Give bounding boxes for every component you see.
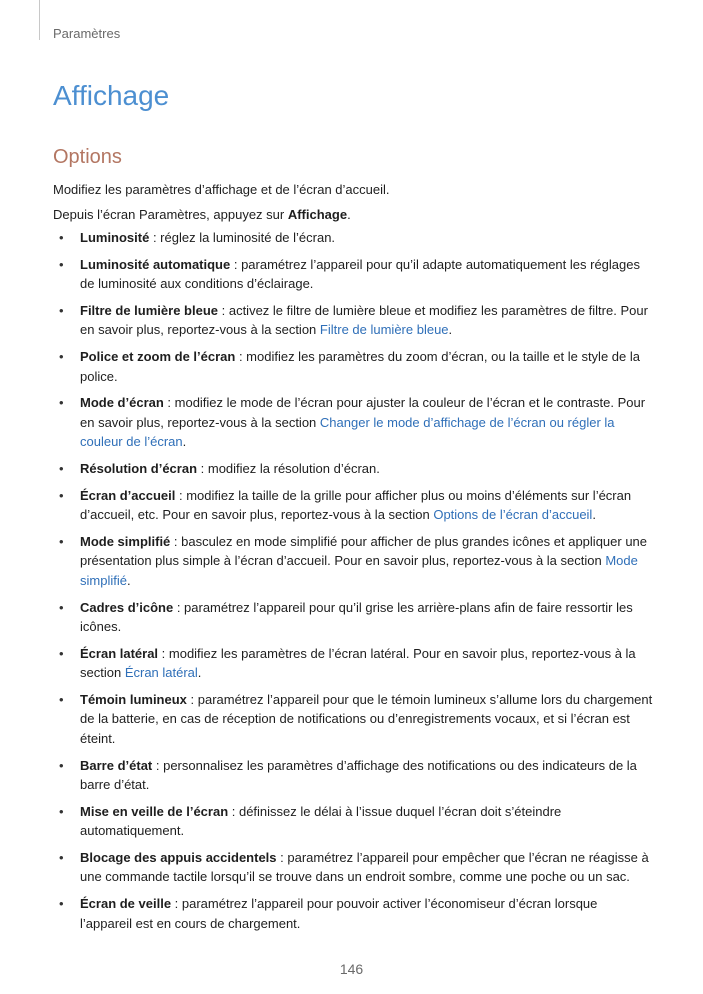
- item-term: Barre d’état: [80, 757, 153, 773]
- item-term: Témoin lumineux: [80, 691, 187, 707]
- list-item: [53, 228, 653, 248]
- page-title: Affichage: [53, 80, 170, 111]
- bullet-icon: •: [59, 256, 64, 272]
- item-description: : paramétrez l’appareil pour empêcher que l’écran ne réagisse à une commande tactile lorsqu’il se trouve dans un endroit sombre, comme une poche ou un sac.: [80, 849, 649, 885]
- bullet-icon: •: [59, 460, 64, 476]
- item-description: : modifiez la résolution d’écran.: [197, 460, 380, 476]
- list-item: [53, 802, 653, 841]
- item-description: : activez le filtre de lumière bleue et modifiez les paramètres de filtre. Pour en savoir plus, reportez-vous à la section: [80, 302, 648, 338]
- intro-line-1: Modifiez les paramètres d’affichage et de l’écran d’accueil.: [53, 182, 390, 197]
- item-description: : modifiez les paramètres de l’écran latéral. Pour en savoir plus, reportez-vous à la section: [80, 645, 636, 681]
- page-number: 146: [339, 961, 364, 977]
- item-term: Luminosité automatique: [80, 256, 231, 272]
- bullet-icon: •: [59, 599, 64, 615]
- item-term: Mode d’écran: [80, 395, 164, 411]
- list-item: [53, 848, 653, 887]
- bullet-icon: •: [59, 487, 64, 503]
- bullet-icon: •: [59, 302, 64, 318]
- list-item: [53, 644, 653, 683]
- list-item: [53, 347, 653, 386]
- bullet-icon: •: [59, 691, 64, 707]
- item-term: Mode simplifié: [80, 533, 171, 549]
- item-description: : basculez en mode simplifié pour afficher de plus grandes icônes et appliquer une présentation plus simple à l’écran d’accueil. Pour en savoir plus, reportez-vous à la section: [80, 533, 648, 569]
- list-item: [53, 301, 653, 340]
- intro-line-2-suffix: .: [347, 207, 351, 222]
- intro-line-2: [53, 205, 351, 224]
- bullet-icon: •: [59, 896, 64, 912]
- item-term: Luminosité: [80, 230, 150, 245]
- section-link[interactable]: Mode simplifié: [80, 553, 638, 588]
- item-term: Écran d’accueil: [80, 487, 176, 503]
- bullet-icon: •: [59, 230, 64, 245]
- item-description: : paramétrez l’appareil pour que le témoin lumineux s’allume lors du chargement de la batterie, en cas de réception de notifications ou d’enregistrements vocaux, et si l’écran est éteint.: [80, 691, 653, 746]
- list-item: [53, 486, 653, 525]
- bullet-icon: •: [59, 757, 64, 773]
- item-description: : paramétrez l’appareil pour qu’il adapte automatiquement les réglages de luminosité aux conditions d’éclairage.: [80, 256, 640, 292]
- item-description: : réglez la luminosité de l’écran.: [149, 230, 336, 245]
- bullet-icon: •: [59, 803, 64, 819]
- item-description: : modifiez les paramètres du zoom d’écran, ou la taille et le style de la police.: [80, 349, 640, 384]
- list-item: [53, 598, 653, 637]
- section-link[interactable]: Changer le mode d’affichage de l’écran ou régler la couleur de l’écran: [80, 414, 615, 450]
- section-header: Paramètres: [53, 26, 121, 41]
- item-punctuation: .: [197, 665, 202, 681]
- item-punctuation: .: [448, 322, 453, 338]
- item-description: : définissez le délai à l’issue duquel l’écran doit s’éteindre automatiquement.: [80, 803, 562, 839]
- header-divider: [39, 0, 40, 40]
- item-term: Filtre de lumière bleue: [80, 302, 218, 318]
- item-term: Écran latéral: [80, 645, 159, 661]
- item-punctuation: .: [182, 434, 187, 450]
- item-term: Écran de veille: [80, 896, 172, 912]
- list-item: [53, 393, 653, 452]
- section-link[interactable]: Filtre de lumière bleue: [319, 322, 449, 338]
- list-item: [53, 690, 653, 749]
- bullet-icon: •: [59, 645, 64, 661]
- intro-line-2-bold: Affichage: [287, 207, 348, 222]
- list-item: [53, 459, 653, 479]
- bullet-icon: •: [59, 849, 64, 865]
- list-item: [53, 255, 653, 294]
- item-term: Cadres d’icône: [80, 599, 174, 615]
- item-description: : personnalisez les paramètres d’affichage des notifications ou des indicateurs de la barre d’état.: [80, 757, 637, 793]
- section-title: Options: [53, 146, 122, 168]
- list-item: [53, 756, 653, 795]
- item-description: : modifiez le mode de l’écran pour ajuster la couleur de l’écran et le contraste. Pour en savoir plus, reportez-vous à la section: [80, 395, 646, 430]
- item-description: : paramétrez l’appareil pour qu’il grise les arrière-plans afin de faire ressortir les icônes.: [80, 599, 633, 634]
- list-item: [53, 532, 653, 591]
- item-description: : modifiez la taille de la grille pour afficher plus ou moins d’éléments sur l’écran d’accueil, etc. Pour en savoir plus, reportez-vous à la section: [80, 487, 632, 523]
- item-punctuation: .: [126, 572, 131, 588]
- bullet-icon: •: [59, 395, 64, 411]
- item-term: Blocage des appuis accidentels: [80, 849, 277, 865]
- item-description: : paramétrez l’appareil pour pouvoir activer l’économiseur d’écran lorsque l’appareil est en cours de chargement.: [80, 896, 598, 931]
- section-link[interactable]: Écran latéral: [124, 665, 198, 681]
- bullet-icon: •: [59, 533, 64, 549]
- item-term: Mise en veille de l’écran: [80, 803, 229, 819]
- options-list: [53, 228, 653, 940]
- bullet-icon: •: [59, 349, 64, 365]
- list-item: [53, 894, 653, 933]
- item-term: Police et zoom de l’écran: [80, 349, 236, 365]
- item-term: Résolution d’écran: [80, 460, 198, 476]
- intro-line-2-prefix: Depuis l’écran Paramètres, appuyez sur: [53, 207, 288, 222]
- item-punctuation: .: [592, 507, 596, 523]
- section-link[interactable]: Options de l’écran d’accueil: [433, 507, 593, 523]
